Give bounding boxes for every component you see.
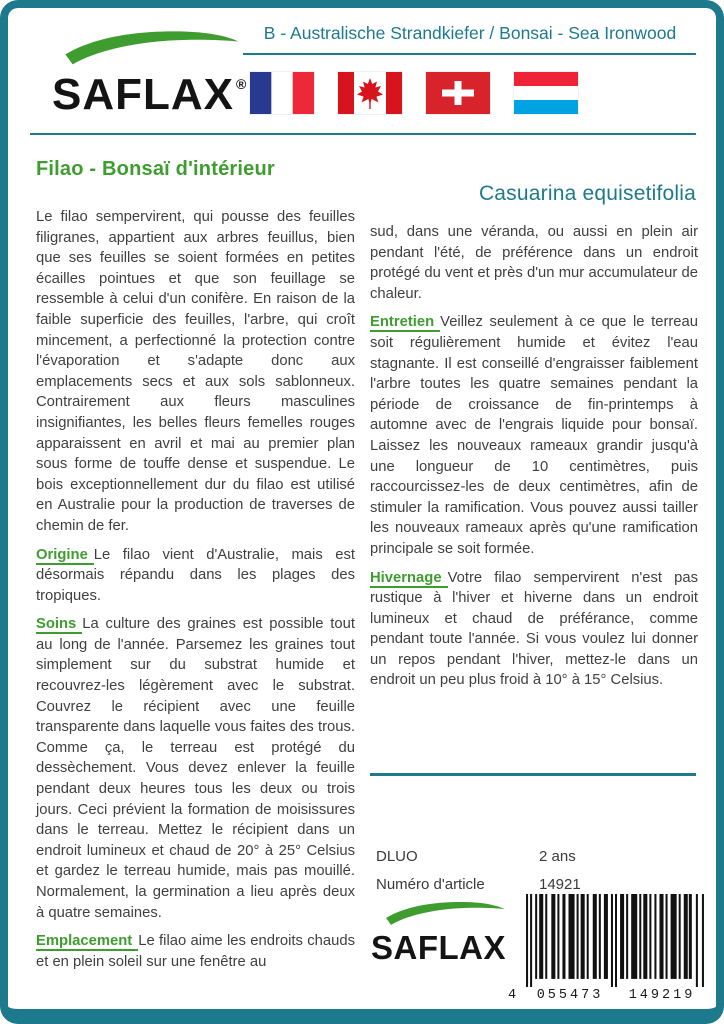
brand-name: SAFLAX xyxy=(52,70,234,119)
top-divider xyxy=(30,133,696,135)
flag-row xyxy=(250,72,578,114)
section-emplacement xyxy=(36,931,355,972)
flag-switzerland-icon xyxy=(426,72,490,114)
section-emplacement-heading: Emplacement xyxy=(36,933,138,951)
bottom-divider xyxy=(370,773,696,776)
product-title: Filao - Bonsaï d'intérieur xyxy=(36,158,275,180)
section-soins-heading: Soins xyxy=(36,616,82,634)
dluo-value: 2 ans xyxy=(539,848,576,865)
section-origine-heading: Origine xyxy=(36,547,94,565)
brush-stroke-icon xyxy=(381,901,507,926)
intro-paragraph: Le filao sempervirent, qui pousse des feuilles filigranes, appartient aux arbres feuillus, bien que ses feuilles se soient formées en petites écailles pointues et que son feuillage se ressemble à celui d'un conifère. En raison de la faible superficie des feuilles, l'arbre, qui croît mincement, a perfectionné la protection contre l'évaporation et s'adapte donc aux emplacements secs et aux sols sablonneux. Contrairement aux fleurs masculines insignifiantes, les belles fleurs femelles rouges apparaissent en avril et mai au premier plan sous forme de touffe dense et suspendue. Le bois exceptionnellement dur du filao est utilisé en Australie pour la production de traverses de chemin de fer. xyxy=(36,209,355,534)
registered-mark: ® xyxy=(236,76,248,92)
barcode-group-1: 055473 xyxy=(536,988,604,1003)
section-soins xyxy=(36,614,355,923)
barcode-bars xyxy=(524,894,706,987)
section-hivernage-heading: Hivernage xyxy=(370,570,448,588)
article-number-row xyxy=(376,876,698,893)
continuation-paragraph: sud, dans une véranda, ou aussi en plein air pendant l'été, de préférence dans un endroit protégé du vent et près d'un mur accumulateur de chaleur. xyxy=(370,224,698,302)
section-origine-text: Le filao vient d'Australie, mais est désormais répandu dans les plages des tropiques. xyxy=(36,546,355,604)
brand-wordmark xyxy=(52,70,252,120)
section-emplacement-text: Le filao aime les endroits chauds et en plein soleil sur une fenêtre au xyxy=(36,933,355,970)
barcode-digits xyxy=(508,988,708,1003)
brand-wordmark: SAFLAX xyxy=(371,929,506,966)
saflax-logo xyxy=(52,30,252,120)
section-entretien xyxy=(370,312,698,559)
right-column xyxy=(370,158,698,699)
section-entretien-heading: Entretien xyxy=(370,314,440,332)
barcode xyxy=(508,894,708,1003)
brush-stroke-icon xyxy=(58,30,242,66)
section-origine xyxy=(36,545,355,607)
language-header: B - Australische Strandkiefer / Bonsai - Sea Ironwood xyxy=(263,23,677,43)
flag-canada-icon xyxy=(338,72,402,114)
barcode-lead-digit: 4 xyxy=(508,988,517,1003)
dluo-label: DLUO xyxy=(376,848,418,865)
barcode-group-2: 149219 xyxy=(628,988,696,1003)
header-divider xyxy=(243,53,696,55)
dluo-row xyxy=(376,848,698,865)
section-hivernage-text: Votre filao sempervirent n'est pas rustique à l'hiver et hiverne dans un endroit lumineux et chaud de préférance, comme pendant toute l'année. Si vous voulez lui donner un repos pendant l'hiver, mettez-le dans un endroit un peu plus froid à 10° à 15° Celsius. xyxy=(370,569,698,689)
section-soins-text: La culture des graines est possible tout au long de l'année. Parsemez les graines tout simplement sur du substrat humide et recouvrez-les légèrement avec le substrat. Couvrez le récipient avec une feuille transparente dans laquelle vous faites des trous. Comme ça, le terreau est protégé du dessèchement. Vous devez enlever la feuille pendant deux heures tous les deux ou trois jours. Ceci prévient la formation de moisissures dans le terreau. Mettez le récipient dans un endroit lumineux et chaud de 20° à 25° Celsius et gardez le terreau humide, mais pas mouillé. Normalement, la germination a lieu après deux à quatre semaines. xyxy=(36,616,355,921)
flag-france-icon xyxy=(250,72,314,114)
left-column xyxy=(36,158,355,980)
section-hivernage xyxy=(370,568,698,692)
saflax-logo-small xyxy=(371,901,521,967)
section-entretien-text: Veillez seulement à ce que le terreau soit régulièrement humide et évitez l'eau stagnante. Il est conseillé d'engraisser faiblement l'arbre toutes les quatre semaines pendant la période de croissance de fin-printemps à automne avec de l'engrais liquide pour bonsaï. Laissez les nouveaux rameaux grandir jusqu'à une longueur de 10 centimètres, puis raccourcissez-les de deux centimètres, afin de stimuler la ramification. Vous pouvez aussi tailler les nouveaux rameaux après qu'une ramification principale se soit formée. xyxy=(370,314,698,557)
flag-luxembourg-icon xyxy=(514,72,578,114)
article-number-label: Numéro d'article xyxy=(376,876,485,893)
article-number-value: 14921 xyxy=(539,876,581,893)
species-name: Casuarina equisetifolia xyxy=(478,182,696,205)
